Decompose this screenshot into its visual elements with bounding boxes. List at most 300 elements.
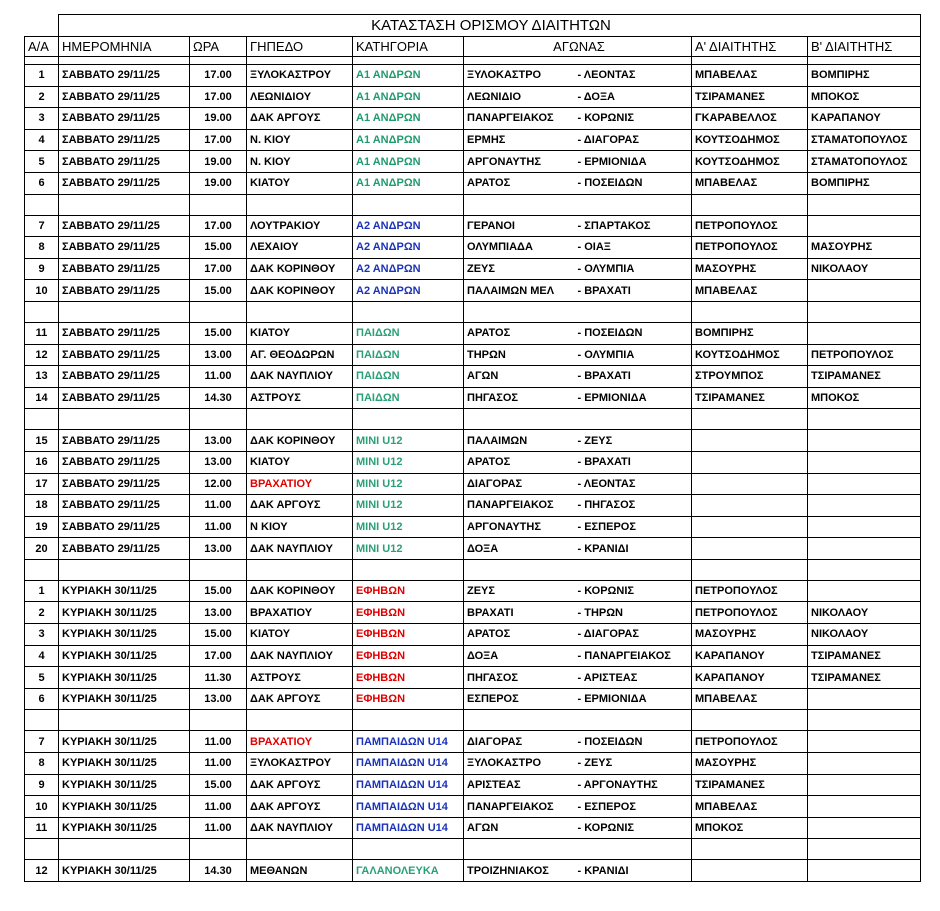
cell-venue: Ν ΚΙΟΥ: [247, 516, 353, 538]
cell-venue: Ν. ΚΙΟΥ: [247, 129, 353, 151]
cell-time: 13.00: [190, 451, 247, 473]
cell-category: MINI U12: [353, 495, 464, 517]
header-venue: ΓΗΠΕΔΟ: [247, 37, 353, 57]
cell-ref-b: ΒΟΜΠΙΡΗΣ: [808, 65, 921, 87]
cell-ref-b: [808, 473, 921, 495]
group-separator-row: [25, 839, 921, 860]
cell-time: 15.00: [190, 280, 247, 302]
table-row: [25, 387, 921, 409]
cell-num: 14: [25, 387, 59, 409]
empty-cell: [190, 839, 247, 860]
cell-team-a: ΞΥΛΟΚΑΣΤΡΟ: [464, 65, 575, 87]
header-row: [25, 37, 921, 57]
cell-ref-b: [808, 516, 921, 538]
table-row: [25, 86, 921, 108]
empty-cell: [692, 194, 808, 215]
cell-venue: ΔΑΚ ΝΑΥΠΛΙΟΥ: [247, 366, 353, 388]
cell-team-b: - ΠΗΓΑΣΟΣ: [575, 495, 692, 517]
cell-team-b: - ΣΠΑΡΤΑΚΟΣ: [575, 215, 692, 237]
cell-team-b: - ΚΡΑΝΙΔΙ: [575, 538, 692, 560]
cell-category: Α1 ΑΝΔΡΩΝ: [353, 172, 464, 194]
cell-date: ΣΑΒΒΑΤΟ 29/11/25: [59, 151, 190, 173]
cell-num: 2: [25, 602, 59, 624]
cell-date: ΣΑΒΒΑΤΟ 29/11/25: [59, 65, 190, 87]
cell-venue: ΔΑΚ ΚΟΡΙΝΘΟΥ: [247, 280, 353, 302]
table-row: [25, 322, 921, 344]
cell-category: Α1 ΑΝΔΡΩΝ: [353, 108, 464, 130]
cell-date: ΚΥΡΙΑΚΗ 30/11/25: [59, 860, 190, 882]
cell-category: MINI U12: [353, 473, 464, 495]
empty-cell: [25, 57, 59, 65]
cell-team-a: ΒΡΑΧΑΤΙ: [464, 602, 575, 624]
cell-team-b: - ΔΙΑΓΟΡΑΣ: [575, 129, 692, 151]
cell-date: ΣΑΒΒΑΤΟ 29/11/25: [59, 366, 190, 388]
cell-num: 10: [25, 280, 59, 302]
table-row: [25, 280, 921, 302]
table-row: [25, 495, 921, 517]
cell-time: 17.00: [190, 645, 247, 667]
cell-time: 17.00: [190, 129, 247, 151]
cell-category: Α1 ΑΝΔΡΩΝ: [353, 65, 464, 87]
cell-num: 5: [25, 151, 59, 173]
cell-date: ΣΑΒΒΑΤΟ 29/11/25: [59, 172, 190, 194]
cell-ref-b: [808, 451, 921, 473]
cell-ref-a: [692, 430, 808, 452]
empty-cell: [575, 194, 692, 215]
cell-ref-b: [808, 774, 921, 796]
cell-ref-b: ΒΟΜΠΙΡΗΣ: [808, 172, 921, 194]
cell-team-a: ΑΡΑΤΟΣ: [464, 322, 575, 344]
cell-ref-b: [808, 860, 921, 882]
cell-venue: ΚΙΑΤΟΥ: [247, 451, 353, 473]
empty-cell: [464, 57, 575, 65]
cell-category: Α1 ΑΝΔΡΩΝ: [353, 86, 464, 108]
cell-ref-b: ΣΤΑΜΑΤΟΠΟΥΛΟΣ: [808, 151, 921, 173]
empty-cell: [692, 559, 808, 580]
cell-date: ΚΥΡΙΑΚΗ 30/11/25: [59, 731, 190, 753]
table-row: [25, 731, 921, 753]
cell-ref-b: ΤΣΙΡΑΜΑΝΕΣ: [808, 366, 921, 388]
cell-num: 6: [25, 688, 59, 710]
empty-cell: [692, 301, 808, 322]
cell-date: ΚΥΡΙΑΚΗ 30/11/25: [59, 667, 190, 689]
cell-team-b: - ΒΡΑΧΑΤΙ: [575, 366, 692, 388]
cell-team-a: ΓΕΡΑΝΟΙ: [464, 215, 575, 237]
page-title: ΚΑΤΑΣΤΑΣΗ ΟΡΙΣΜΟΥ ΔΙΑΙΤΗΤΩΝ: [59, 15, 921, 37]
cell-team-b: - ΟΛΥΜΠΙΑ: [575, 344, 692, 366]
cell-ref-b: [808, 796, 921, 818]
cell-team-a: ΛΕΩΝΙΔΙΟ: [464, 86, 575, 108]
cell-num: 1: [25, 580, 59, 602]
table-row: [25, 645, 921, 667]
cell-num: 9: [25, 774, 59, 796]
cell-time: 15.00: [190, 580, 247, 602]
cell-ref-b: ΜΠΟΚΟΣ: [808, 86, 921, 108]
table-row: [25, 538, 921, 560]
cell-num: 20: [25, 538, 59, 560]
cell-date: ΣΑΒΒΑΤΟ 29/11/25: [59, 237, 190, 259]
cell-ref-a: ΚΟΥΤΣΟΔΗΜΟΣ: [692, 344, 808, 366]
cell-ref-a: ΠΕΤΡΟΠΟΥΛΟΣ: [692, 237, 808, 259]
cell-ref-b: [808, 688, 921, 710]
cell-date: ΣΑΒΒΑΤΟ 29/11/25: [59, 387, 190, 409]
empty-cell: [575, 710, 692, 731]
cell-time: 13.00: [190, 430, 247, 452]
empty-cell: [190, 559, 247, 580]
cell-ref-a: ΠΕΤΡΟΠΟΥΛΟΣ: [692, 215, 808, 237]
cell-ref-a: [692, 495, 808, 517]
cell-date: ΣΑΒΒΑΤΟ 29/11/25: [59, 495, 190, 517]
cell-ref-a: ΜΑΣΟΥΡΗΣ: [692, 258, 808, 280]
table-row: [25, 774, 921, 796]
cell-ref-b: [808, 322, 921, 344]
cell-team-a: ΠΗΓΑΣΟΣ: [464, 667, 575, 689]
empty-cell: [808, 194, 921, 215]
cell-time: 17.00: [190, 86, 247, 108]
cell-ref-a: [692, 451, 808, 473]
cell-ref-b: ΤΣΙΡΑΜΑΝΕΣ: [808, 667, 921, 689]
cell-venue: ΔΑΚ ΝΑΥΠΛΙΟΥ: [247, 645, 353, 667]
empty-cell: [464, 839, 575, 860]
cell-ref-a: ΜΠΑΒΕΛΑΣ: [692, 280, 808, 302]
cell-num: 17: [25, 473, 59, 495]
empty-cell: [59, 559, 190, 580]
cell-time: 15.00: [190, 322, 247, 344]
cell-team-a: ΟΛΥΜΠΙΑΔΑ: [464, 237, 575, 259]
cell-category: ΠΑΜΠΑΙΔΩΝ U14: [353, 731, 464, 753]
cell-team-b: - ΠΟΣΕΙΔΩΝ: [575, 731, 692, 753]
cell-ref-b: ΜΑΣΟΥΡΗΣ: [808, 237, 921, 259]
cell-category: ΠΑΙΔΩΝ: [353, 344, 464, 366]
cell-ref-a: ΜΠΑΒΕΛΑΣ: [692, 688, 808, 710]
cell-ref-b: ΚΑΡΑΠΑΝΟΥ: [808, 108, 921, 130]
empty-cell: [692, 710, 808, 731]
cell-team-a: ΤΡΟΙΖΗΝΙΑΚΟΣ: [464, 860, 575, 882]
cell-team-b: - ΕΣΠΕΡΟΣ: [575, 796, 692, 818]
group-separator-row: [25, 194, 921, 215]
cell-ref-a: ΜΠΟΚΟΣ: [692, 817, 808, 839]
cell-category: Α1 ΑΝΔΡΩΝ: [353, 129, 464, 151]
cell-ref-a: ΠΕΤΡΟΠΟΥΛΟΣ: [692, 602, 808, 624]
cell-date: ΣΑΒΒΑΤΟ 29/11/25: [59, 129, 190, 151]
cell-ref-a: [692, 538, 808, 560]
cell-team-b: - ΒΡΑΧΑΤΙ: [575, 451, 692, 473]
cell-time: 19.00: [190, 172, 247, 194]
cell-team-b: - ΖΕΥΣ: [575, 753, 692, 775]
cell-time: 17.00: [190, 215, 247, 237]
cell-team-b: - ΛΕΟΝΤΑΣ: [575, 65, 692, 87]
cell-venue: ΞΥΛΟΚΑΣΤΡΟΥ: [247, 65, 353, 87]
cell-venue: ΔΑΚ ΑΡΓΟΥΣ: [247, 108, 353, 130]
empty-cell: [59, 839, 190, 860]
empty-cell: [247, 194, 353, 215]
empty-cell: [575, 301, 692, 322]
cell-team-a: ΖΕΥΣ: [464, 580, 575, 602]
cell-ref-a: ΤΣΙΡΑΜΑΝΕΣ: [692, 774, 808, 796]
header-gap-row: [25, 57, 921, 65]
cell-time: 13.00: [190, 602, 247, 624]
cell-venue: ΚΙΑΤΟΥ: [247, 172, 353, 194]
cell-ref-b: ΝΙΚΟΛΑΟΥ: [808, 258, 921, 280]
cell-num: 19: [25, 516, 59, 538]
cell-ref-a: ΠΕΤΡΟΠΟΥΛΟΣ: [692, 580, 808, 602]
cell-time: 11.00: [190, 753, 247, 775]
cell-date: ΚΥΡΙΑΚΗ 30/11/25: [59, 753, 190, 775]
empty-cell: [190, 194, 247, 215]
cell-ref-b: ΠΕΤΡΟΠΟΥΛΟΣ: [808, 344, 921, 366]
cell-team-b: - ΔΟΞΑ: [575, 86, 692, 108]
cell-team-b: - ΖΕΥΣ: [575, 430, 692, 452]
header-match: ΑΓΩΝΑΣ: [464, 37, 692, 57]
cell-ref-b: [808, 753, 921, 775]
cell-team-a: ΑΡΑΤΟΣ: [464, 451, 575, 473]
empty-cell: [353, 409, 464, 430]
cell-team-b: - ΕΡΜΙΟΝΙΔΑ: [575, 688, 692, 710]
cell-category: MINI U12: [353, 451, 464, 473]
cell-time: 19.00: [190, 108, 247, 130]
cell-venue: ΜΕΘΑΝΩΝ: [247, 860, 353, 882]
cell-ref-b: ΜΠΟΚΟΣ: [808, 387, 921, 409]
cell-team-a: ΠΑΝΑΡΓΕΙΑΚΟΣ: [464, 108, 575, 130]
cell-ref-a: ΜΑΣΟΥΡΗΣ: [692, 753, 808, 775]
cell-team-a: ΔΙΑΓΟΡΑΣ: [464, 731, 575, 753]
cell-team-a: ΠΑΛΑΙΜΩΝ: [464, 430, 575, 452]
cell-num: 4: [25, 129, 59, 151]
cell-num: 8: [25, 237, 59, 259]
empty-cell: [59, 194, 190, 215]
empty-cell: [247, 559, 353, 580]
cell-team-a: ΕΡΜΗΣ: [464, 129, 575, 151]
cell-category: MINI U12: [353, 430, 464, 452]
cell-date: ΚΥΡΙΑΚΗ 30/11/25: [59, 624, 190, 646]
empty-cell: [59, 301, 190, 322]
cell-team-a: ΑΡΑΤΟΣ: [464, 172, 575, 194]
cell-venue: ΛΟΥΤΡΑΚΙΟΥ: [247, 215, 353, 237]
cell-date: ΚΥΡΙΑΚΗ 30/11/25: [59, 580, 190, 602]
table-row: [25, 796, 921, 818]
cell-num: 1: [25, 65, 59, 87]
cell-date: ΣΑΒΒΑΤΟ 29/11/25: [59, 280, 190, 302]
cell-num: 2: [25, 86, 59, 108]
cell-date: ΚΥΡΙΑΚΗ 30/11/25: [59, 602, 190, 624]
cell-ref-a: ΤΣΙΡΑΜΑΝΕΣ: [692, 387, 808, 409]
cell-venue: ΔΑΚ ΝΑΥΠΛΙΟΥ: [247, 817, 353, 839]
empty-cell: [808, 710, 921, 731]
cell-num: 7: [25, 215, 59, 237]
table-row: [25, 172, 921, 194]
cell-time: 12.00: [190, 473, 247, 495]
cell-venue: ΔΑΚ ΑΡΓΟΥΣ: [247, 688, 353, 710]
header-time: ΩΡΑ: [190, 37, 247, 57]
empty-cell: [464, 194, 575, 215]
empty-cell: [808, 409, 921, 430]
cell-date: ΣΑΒΒΑΤΟ 29/11/25: [59, 86, 190, 108]
corner-cell: [25, 15, 59, 37]
cell-ref-a: ΣΤΡΟΥΜΠΟΣ: [692, 366, 808, 388]
empty-cell: [692, 839, 808, 860]
empty-cell: [25, 301, 59, 322]
table-row: [25, 237, 921, 259]
cell-team-a: ΔΟΞΑ: [464, 538, 575, 560]
cell-time: 11.00: [190, 516, 247, 538]
empty-cell: [464, 409, 575, 430]
cell-team-b: - ΑΡΓΟΝΑΥΤΗΣ: [575, 774, 692, 796]
table-row: [25, 667, 921, 689]
cell-num: 7: [25, 731, 59, 753]
table-row: [25, 688, 921, 710]
cell-date: ΚΥΡΙΑΚΗ 30/11/25: [59, 645, 190, 667]
cell-category: ΠΑΙΔΩΝ: [353, 322, 464, 344]
group-separator-row: [25, 301, 921, 322]
cell-time: 11.30: [190, 667, 247, 689]
empty-cell: [190, 710, 247, 731]
cell-category: ΠΑΜΠΑΙΔΩΝ U14: [353, 817, 464, 839]
empty-cell: [353, 57, 464, 65]
table-row: [25, 65, 921, 87]
empty-cell: [190, 57, 247, 65]
cell-venue: ΔΑΚ ΑΡΓΟΥΣ: [247, 774, 353, 796]
empty-cell: [25, 839, 59, 860]
cell-time: 11.00: [190, 731, 247, 753]
cell-num: 12: [25, 344, 59, 366]
cell-venue: ΑΓ. ΘΕΟΔΩΡΩΝ: [247, 344, 353, 366]
cell-team-b: - ΚΟΡΩΝΙΣ: [575, 817, 692, 839]
cell-venue: ΒΡΑΧΑΤΙΟΥ: [247, 602, 353, 624]
cell-team-b: - ΕΡΜΙΟΝΙΔΑ: [575, 151, 692, 173]
empty-cell: [575, 559, 692, 580]
cell-ref-b: [808, 495, 921, 517]
cell-venue: ΔΑΚ ΑΡΓΟΥΣ: [247, 796, 353, 818]
empty-cell: [692, 57, 808, 65]
empty-cell: [190, 409, 247, 430]
cell-ref-a: ΤΣΙΡΑΜΑΝΕΣ: [692, 86, 808, 108]
cell-time: 15.00: [190, 624, 247, 646]
cell-date: ΣΑΒΒΑΤΟ 29/11/25: [59, 322, 190, 344]
empty-cell: [353, 559, 464, 580]
cell-team-b: - ΔΙΑΓΟΡΑΣ: [575, 624, 692, 646]
cell-team-a: ΠΑΝΑΡΓΕΙΑΚΟΣ: [464, 796, 575, 818]
empty-cell: [59, 57, 190, 65]
table-row: [25, 753, 921, 775]
cell-num: 11: [25, 322, 59, 344]
cell-category: Α2 ΑΝΔΡΩΝ: [353, 215, 464, 237]
cell-team-a: ΑΡΓΟΝΑΥΤΗΣ: [464, 151, 575, 173]
cell-time: 14.30: [190, 860, 247, 882]
cell-time: 13.00: [190, 344, 247, 366]
cell-category: Α1 ΑΝΔΡΩΝ: [353, 151, 464, 173]
cell-category: ΕΦΗΒΩΝ: [353, 645, 464, 667]
cell-team-a: ΑΓΩΝ: [464, 817, 575, 839]
cell-time: 11.00: [190, 366, 247, 388]
cell-venue: ΒΡΑΧΑΤΙΟΥ: [247, 473, 353, 495]
cell-time: 11.00: [190, 796, 247, 818]
cell-category: ΠΑΜΠΑΙΔΩΝ U14: [353, 753, 464, 775]
cell-ref-a: ΒΟΜΠΙΡΗΣ: [692, 322, 808, 344]
cell-team-a: ΕΣΠΕΡΟΣ: [464, 688, 575, 710]
cell-ref-a: ΠΕΤΡΟΠΟΥΛΟΣ: [692, 731, 808, 753]
cell-date: ΣΑΒΒΑΤΟ 29/11/25: [59, 258, 190, 280]
cell-team-b: - ΠΟΣΕΙΔΩΝ: [575, 322, 692, 344]
cell-team-a: ΠΑΛΑΙΜΩΝ ΜΕΛ: [464, 280, 575, 302]
cell-team-b: - ΒΡΑΧΑΤΙ: [575, 280, 692, 302]
cell-time: 15.00: [190, 774, 247, 796]
cell-date: ΚΥΡΙΑΚΗ 30/11/25: [59, 688, 190, 710]
cell-num: 5: [25, 667, 59, 689]
cell-venue: ΚΙΑΤΟΥ: [247, 322, 353, 344]
table-row: [25, 151, 921, 173]
cell-ref-a: ΚΑΡΑΠΑΝΟΥ: [692, 667, 808, 689]
cell-num: 15: [25, 430, 59, 452]
cell-date: ΣΑΒΒΑΤΟ 29/11/25: [59, 451, 190, 473]
cell-team-a: ΠΑΝΑΡΓΕΙΑΚΟΣ: [464, 495, 575, 517]
cell-date: ΣΑΒΒΑΤΟ 29/11/25: [59, 215, 190, 237]
cell-venue: ΔΑΚ ΚΟΡΙΝΘΟΥ: [247, 580, 353, 602]
cell-date: ΣΑΒΒΑΤΟ 29/11/25: [59, 108, 190, 130]
cell-category: ΕΦΗΒΩΝ: [353, 602, 464, 624]
table-row: [25, 602, 921, 624]
cell-venue: ΑΣΤΡΟΥΣ: [247, 667, 353, 689]
table-row: [25, 366, 921, 388]
cell-time: 15.00: [190, 237, 247, 259]
empty-cell: [808, 839, 921, 860]
cell-time: 11.00: [190, 495, 247, 517]
empty-cell: [464, 559, 575, 580]
cell-category: MINI U12: [353, 516, 464, 538]
cell-date: ΣΑΒΒΑΤΟ 29/11/25: [59, 430, 190, 452]
cell-ref-a: [692, 516, 808, 538]
empty-cell: [808, 559, 921, 580]
header-date: ΗΜΕΡΟΜΗΝΙΑ: [59, 37, 190, 57]
empty-cell: [247, 710, 353, 731]
cell-ref-b: [808, 538, 921, 560]
cell-ref-b: [808, 215, 921, 237]
table-row: [25, 451, 921, 473]
cell-category: ΠΑΜΠΑΙΔΩΝ U14: [353, 796, 464, 818]
cell-category: ΕΦΗΒΩΝ: [353, 624, 464, 646]
cell-venue: ΑΣΤΡΟΥΣ: [247, 387, 353, 409]
cell-num: 13: [25, 366, 59, 388]
cell-category: Α2 ΑΝΔΡΩΝ: [353, 237, 464, 259]
cell-team-b: - ΚΡΑΝΙΔΙ: [575, 860, 692, 882]
table-row: [25, 430, 921, 452]
cell-team-a: ΔΟΞΑ: [464, 645, 575, 667]
empty-cell: [25, 710, 59, 731]
cell-time: 11.00: [190, 817, 247, 839]
cell-team-b: - ΕΡΜΙΟΝΙΔΑ: [575, 387, 692, 409]
cell-num: 3: [25, 108, 59, 130]
cell-venue: ΞΥΛΟΚΑΣΤΡΟΥ: [247, 753, 353, 775]
cell-category: ΠΑΙΔΩΝ: [353, 387, 464, 409]
cell-date: ΣΑΒΒΑΤΟ 29/11/25: [59, 516, 190, 538]
table-row: [25, 215, 921, 237]
cell-venue: ΔΑΚ ΚΟΡΙΝΘΟΥ: [247, 430, 353, 452]
table-row: [25, 344, 921, 366]
cell-ref-b: ΝΙΚΟΛΑΟΥ: [808, 624, 921, 646]
empty-cell: [464, 301, 575, 322]
table-row: [25, 580, 921, 602]
cell-venue: ΛΕΧΑΙΟΥ: [247, 237, 353, 259]
table-row: [25, 860, 921, 882]
group-separator-row: [25, 409, 921, 430]
table-row: [25, 258, 921, 280]
cell-category: MINI U12: [353, 538, 464, 560]
cell-date: ΣΑΒΒΑΤΟ 29/11/25: [59, 538, 190, 560]
empty-cell: [247, 301, 353, 322]
table-row: [25, 473, 921, 495]
cell-category: ΠΑΙΔΩΝ: [353, 366, 464, 388]
header-ref-a: Α' ΔΙΑΙΤΗΤΗΣ: [692, 37, 808, 57]
empty-cell: [25, 559, 59, 580]
